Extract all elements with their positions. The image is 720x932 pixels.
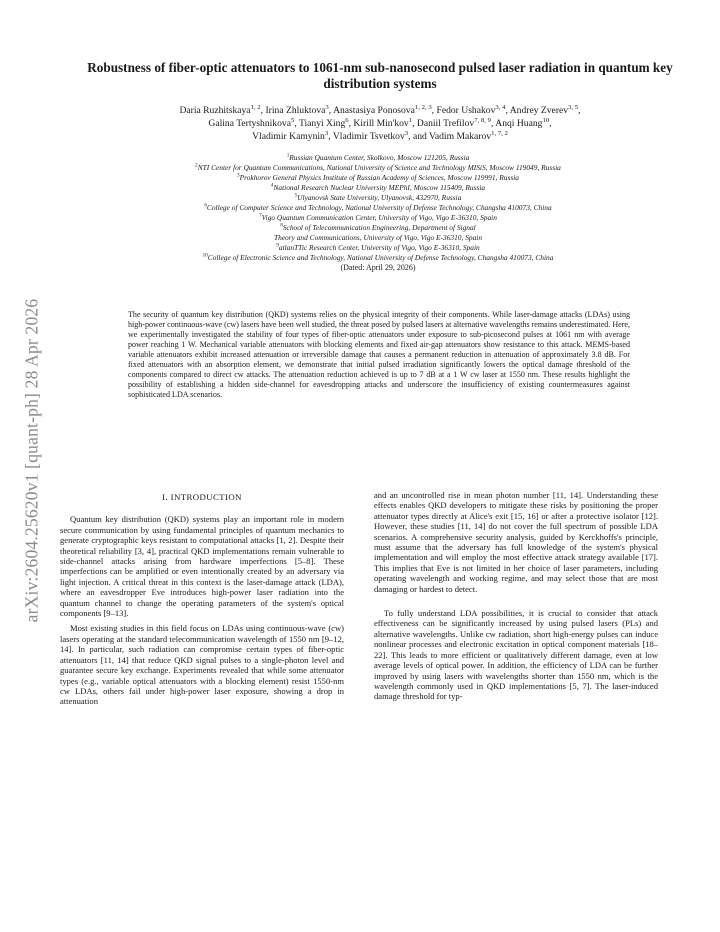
affiliation-line: $^4$National Research Nuclear University MEPhI, Moscow 115409, Russia bbox=[270, 182, 486, 192]
affiliation-line: $^3$Prokhorov General Physics Institute of Russian Academy of Sciences, Moscow 119991, Russia bbox=[237, 172, 519, 182]
affiliation-number: 4 bbox=[270, 182, 274, 189]
author-name: Anastasiya Ponosova$^{1, 2, 3}$, bbox=[333, 103, 435, 116]
section-heading: I. INTRODUCTION bbox=[162, 492, 242, 502]
author-name: Daria Ruzhitskaya$^{1, 2}$, bbox=[179, 103, 264, 116]
affiliation-line: $^6$College of Computer Science and Technology, National University of Defense Technology, Changsha 410073, China bbox=[204, 202, 552, 212]
author-name: Andrey Zverev$^{3, 5}$, bbox=[509, 103, 581, 116]
affiliation-marker: 1 bbox=[408, 116, 413, 124]
author-name: Irina Zhluktova$^3$, bbox=[265, 103, 332, 116]
affiliation-marker: 3 bbox=[324, 129, 329, 137]
affiliation-number: 2 bbox=[195, 162, 198, 169]
paper-title: Robustness of fiber-optic attenuators to 1061-nm sub-nanosecond pulsed laser radiation in quantum key distribution systems bbox=[87, 60, 673, 91]
author-name: Anqi Huang$^{10}$, bbox=[495, 116, 552, 129]
affiliation-list bbox=[58, 153, 698, 273]
author-name: Fedor Ushakov$^{3, 4}$, bbox=[436, 103, 508, 116]
dated-line: (Dated: April 29, 2026) bbox=[340, 263, 416, 272]
affiliation-marker: 7, 8, 9 bbox=[474, 116, 491, 124]
affiliation-line: $^8$School of Telecommunication Engineering, Department of Signal bbox=[280, 222, 476, 232]
affiliation-line: $^1$Russian Quantum Center, Skolkovo, Moscow 121205, Russia bbox=[286, 152, 470, 162]
author-name: Galina Tertyshnikova$^5$, bbox=[208, 116, 297, 129]
affiliation-marker: 1, 7, 2 bbox=[491, 129, 508, 137]
author-name: Daniil Trefilov$^{7, 8, 9}$, bbox=[416, 116, 494, 129]
affiliation-marker: 5 bbox=[290, 116, 295, 124]
author-list bbox=[80, 104, 680, 143]
affiliation-number: 3 bbox=[237, 172, 240, 179]
affiliation-line: $^{10}$College of Electronic Science and Technology, National University of Defense Technology, Changsha 410073, China bbox=[202, 252, 554, 262]
affiliation-marker: 6 bbox=[345, 116, 349, 124]
affiliation-number: 8 bbox=[280, 222, 283, 229]
affiliation-number: 5 bbox=[294, 192, 298, 199]
author-name: and Vadim Makarov$^{1, 7, 2}$ bbox=[412, 129, 508, 142]
affiliation-number: 7 bbox=[259, 212, 262, 219]
abstract: The security of quantum key distribution (QKD) systems relies on the physical integrity of their components. While laser-damage attacks (LDAs) using high-power continuous-wave (cw) lasers have been well studied, the threat posed by pulsed lasers at alternative wavelengths remains underestimated. Here, we experimentally investigated the stability of four types of fiber-optic attenuators under exposure to sub-picosecond pulses at 1061 nm with average power reaching 1 W. Mechanical variable attenuators with blocking elements and fixed air-gap attenuators show resistance to this attack. MEMS-based variable attenuators exhibit increased attenuation or irreversible damage that causes a permanent reduction in attenuation of approximately 3.8 dB. For fixed attenuators with an absorption element, we demonstrate that initial pulsed irradiation significantly lowers the optical damage threshold of the components compared to direct cw attacks. The attenuation reduction achieved is up to 7 dB at a 1 W cw laser at 1550 nm. These results highlight the possibility of establishing a hidden side-channel for eavesdropping attacks and underscore the insufficiency of existing countermeasures against sophisticated LDA scenarios. bbox=[128, 310, 630, 399]
author-name: Kirill Min'kov$^1$, bbox=[353, 116, 415, 129]
author-name: Tianyi Xing$^6$, bbox=[298, 116, 352, 129]
affiliation-line: $^7$Vigo Quantum Communication Center, University of Vigo, Vigo E-36310, Spain bbox=[259, 212, 497, 222]
affiliation-marker: 10 bbox=[542, 116, 550, 124]
affiliation-line: $^5$Ulyanovsk State University, Ulyanovsk, 432970, Russia bbox=[294, 192, 462, 202]
arxiv-id-text: arXiv:2604.25620v1 [quant-ph] 28 Apr 2026 bbox=[21, 298, 42, 622]
arxiv-watermark bbox=[12, 245, 52, 675]
affiliation-marker: 3 bbox=[404, 129, 409, 137]
right-column bbox=[374, 490, 658, 702]
body-paragraph: Most existing studies in this field focus on LDAs using continuous-wave (cw) lasers operating at the standard telecommunication wavelength of 1550 nm [9–12, 14]. In particular, such radiation can compromise certain types of fiber-optic attenuators [11, 14] that reduce QKD signal pulses to a single-photon level and guarantee secure key exchange. Experiments revealed that while some attenuator types (e.g., variable optical attenuators with a blocking element) resist 1550-nm cw LDAs, others fail under high-power laser exposure, showing a drop in attenuation bbox=[60, 623, 344, 707]
affiliation-line: $^9$atlanTTic Research Center, University of Vigo, Vigo E-36310, Spain bbox=[276, 242, 480, 252]
affiliation-marker: 3, 5 bbox=[568, 103, 579, 111]
affiliation-number: 10 bbox=[202, 252, 208, 259]
left-column bbox=[60, 490, 344, 707]
affiliation-marker: 1, 2 bbox=[250, 103, 261, 111]
affiliation-marker: 3, 4 bbox=[495, 103, 506, 111]
affiliation-number: 9 bbox=[276, 242, 279, 249]
body-paragraph: To fully understand LDA possibilities, it is crucial to consider that attack effectiveness can be significantly increased by using pulsed lasers (PLs) and alternative wavelengths. Unlike cw radiation, short high-energy pulses can induce nonlinear processes and electronic excitation in optical component materials [18–22]. This leads to more efficient or qualitatively different damage, even at low average levels of optical power. In addition, the efficiency of LDA can be further improved by using lasers with wavelengths shorter than 1550 nm, which is the wavelength commonly used in QKD implementations [5, 7]. The laser-induced damage threshold for typ- bbox=[374, 608, 658, 702]
affiliation-marker: 1, 2, 3 bbox=[414, 103, 432, 111]
affiliation-number: 6 bbox=[204, 202, 207, 209]
affiliation-line: $^2$NTI Center for Quantum Communications, National University of Science and Technology MISiS, Moscow 119049, Russia bbox=[195, 162, 561, 172]
affiliation-line: Theory and Communications, University of Vigo, Vigo E-36310, Spain bbox=[273, 233, 483, 242]
body-paragraph: Quantum key distribution (QKD) systems play an important role in modern secure communication by using fundamental principles of quantum mechanics to generate cryptographic keys resistant to computational attacks [1, 2]. Despite their theoretical reliability [3, 4], practical QKD implementations remain vulnerable to side-channel attacks arising from hardware imperfections [5–8]. These imperfections can be amplified or even intentionally created by an adversary via light injection. A critical threat in this context is the laser-damage attack (LDA), where an eavesdropper Eve introduces high-power laser radiation into the quantum channel to change the operating parameters of the system's optical components [9–13]. bbox=[60, 514, 344, 619]
author-name: Vladimir Kamynin$^3$, bbox=[252, 129, 331, 142]
affiliation-number: 1 bbox=[286, 152, 290, 159]
author-name: Vladimir Tsvetkov$^3$, bbox=[332, 129, 411, 142]
affiliation-marker: 3 bbox=[325, 103, 329, 111]
body-paragraph: and an uncontrolled rise in mean photon number [11, 14]. Understanding these effects enables QKD developers to mitigate these risks by positioning the proper attenuator types directly at Alice's exit [15, 16] or after a protective isolator [12]. However, these studies [11, 14] do not cover the full spectrum of possible LDA scenarios. A comprehensive security analysis, guided by Kerckhoffs's principle, must assume that the adversary has full knowledge of the system's physical implementation and will employ the most effective attack strategy available [17]. This implies that Eve is not limited in her choice of laser parameters, including operating wavelength and working regime, and may select those that are most damaging or hardest to detect. bbox=[374, 490, 658, 594]
